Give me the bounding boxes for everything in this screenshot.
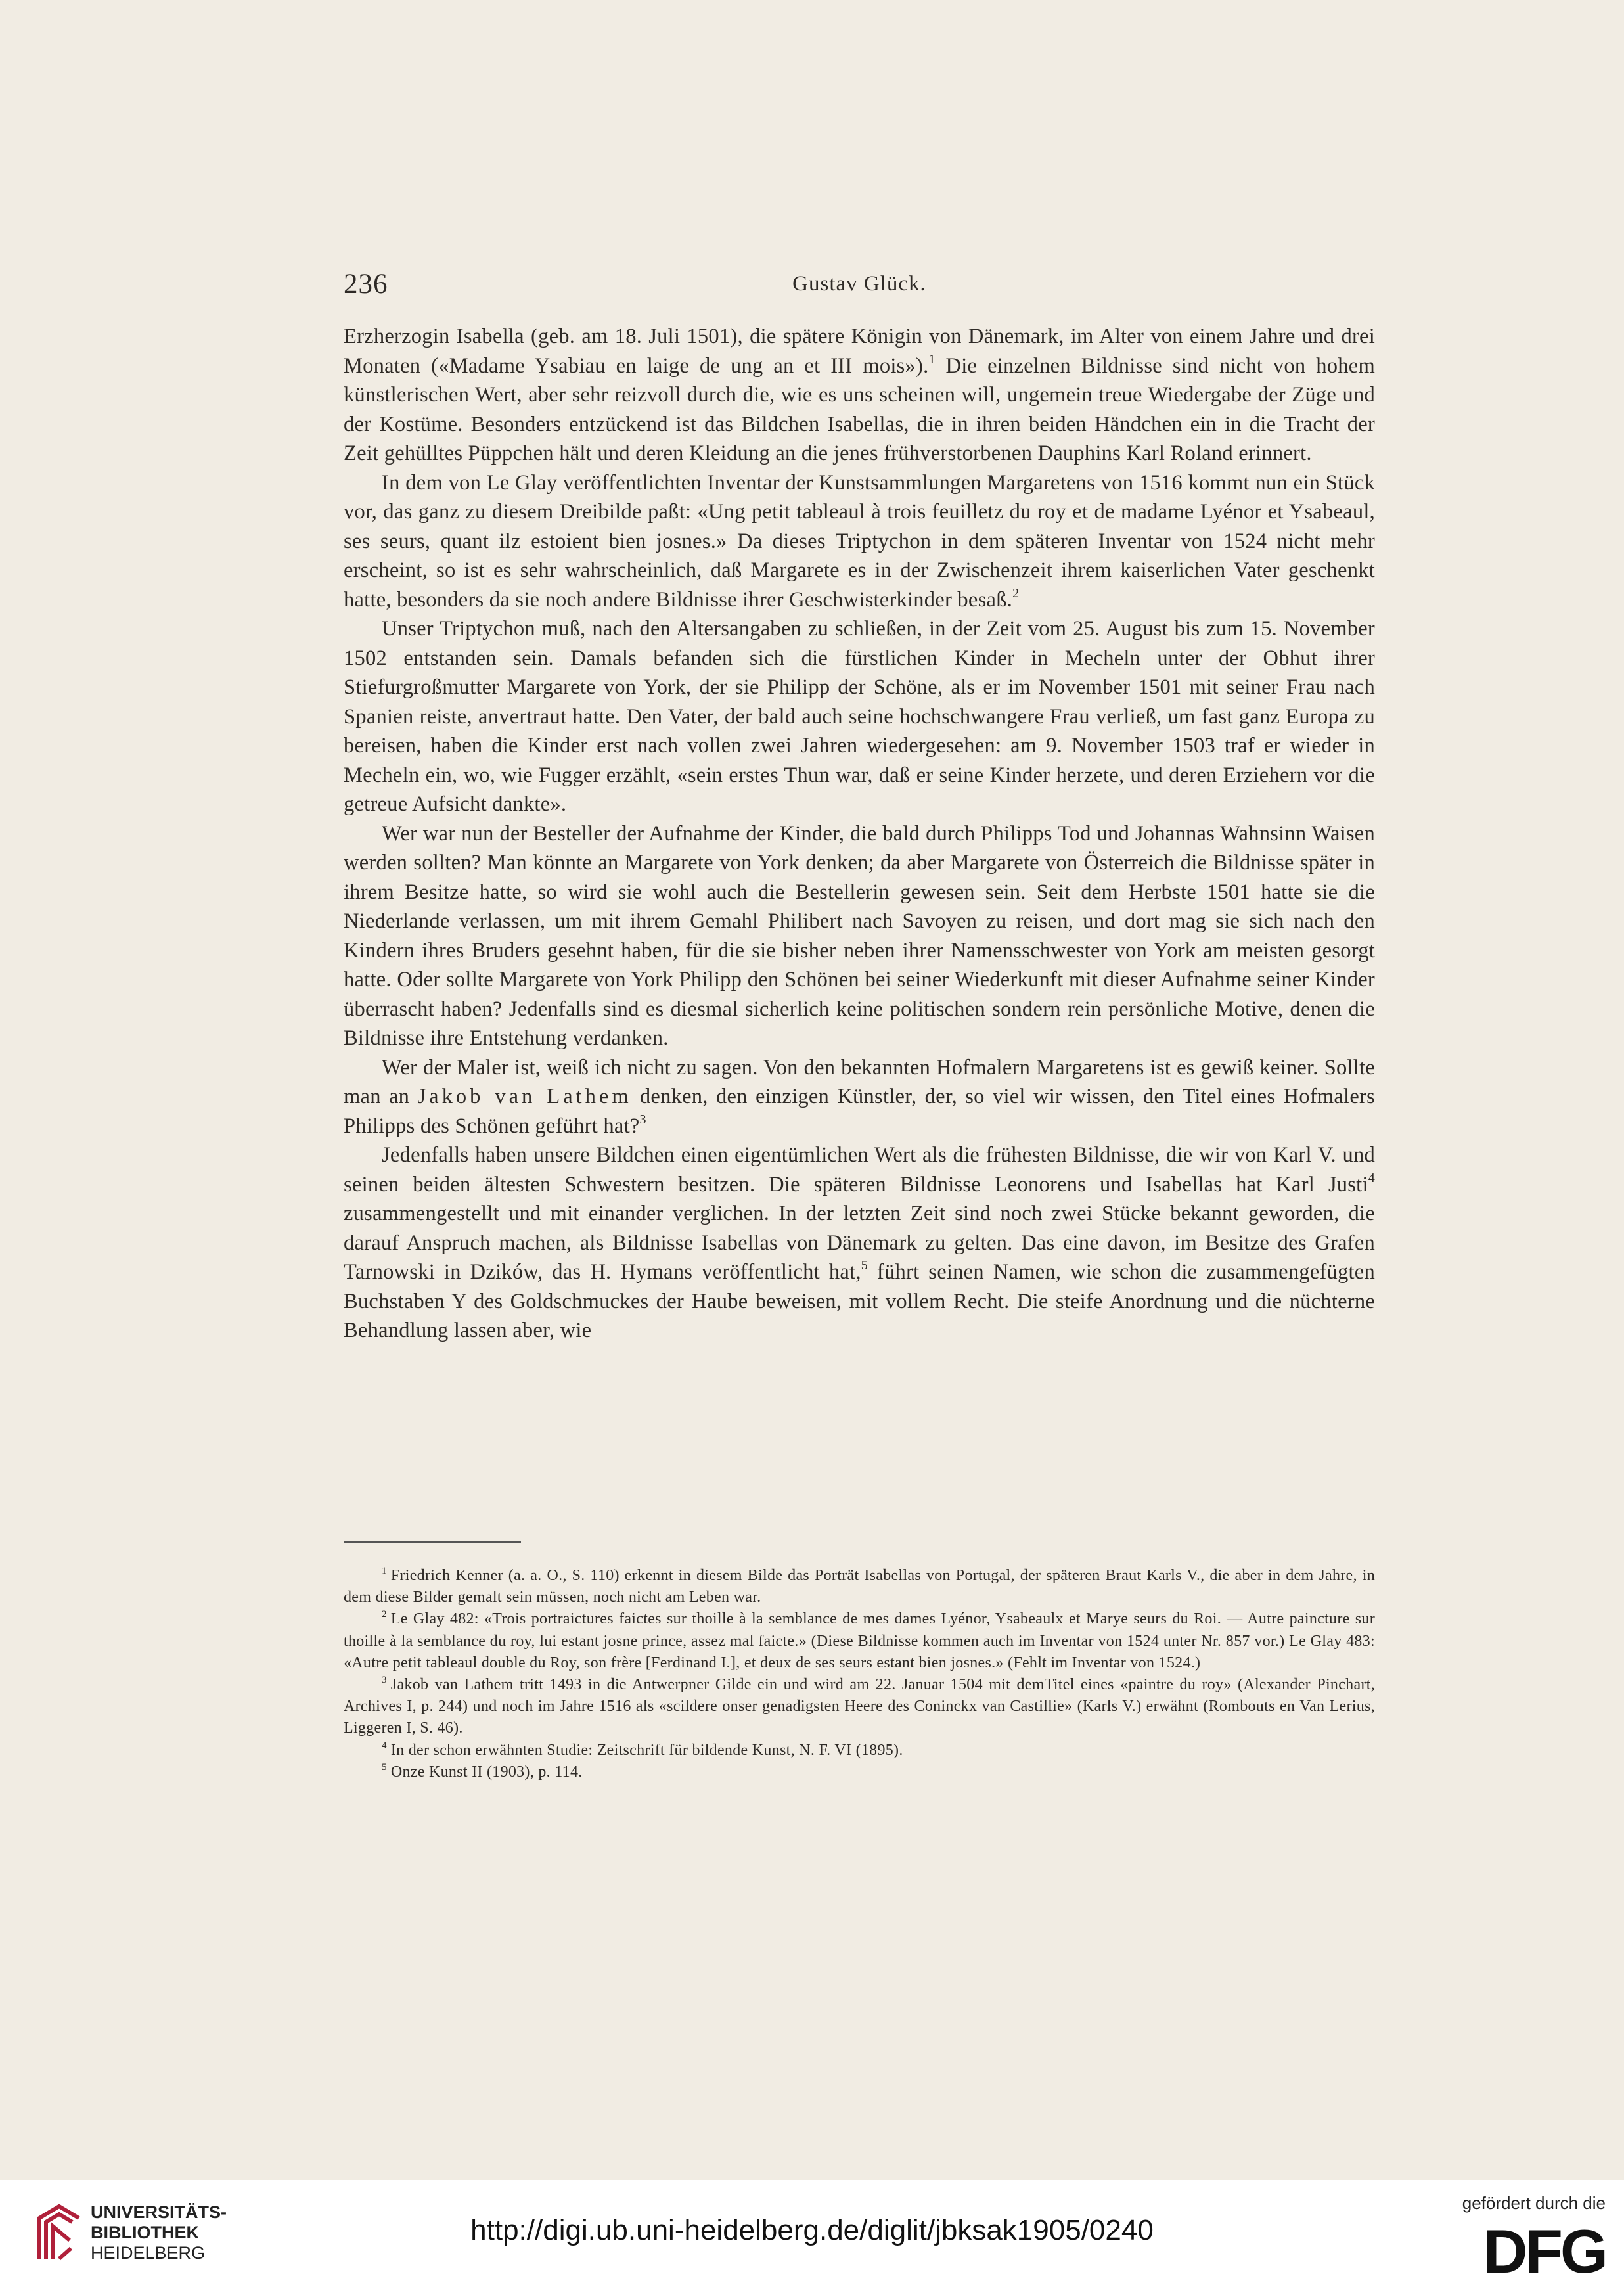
paragraph-1-text-b: Die einzelnen Bildnisse sind nicht von hohem künstlerischen Wert, aber sehr reizvoll durch die, wie es uns scheinen will, ungemein treue Wiedergabe der Züge und der Kostüme. Besonders entzückend ist das Bildchen Isabellas, die in ihren beiden Händchen ein in die Tracht der Zeit gehülltes Püppchen hält und deren Kleidung an die jenes frühverstorbenen Dauphins Karl Roland erinnert. [344,353,1375,465]
footnotes [344,1565,1375,1783]
paragraph-5 [344,1053,1375,1141]
running-head: Gustav Glück. [792,272,926,296]
funded-by-label: gefördert durch die [1462,2193,1606,2213]
footnote-mark: 1 [382,1566,387,1576]
footnote-ref-3[interactable]: 3 [639,1112,646,1127]
footnote-ref-2[interactable]: 2 [1012,585,1020,601]
paragraph-5-text-b: denken, den einzigen Künstler, der, so viel wir wissen, den Titel eines Hofmalers Philipps des Schönen geführt hat? [344,1085,1375,1138]
footnote-2 [344,1608,1375,1674]
footnote-3 [344,1674,1375,1740]
footnote-1 [344,1565,1375,1608]
footnote-mark: 4 [382,1740,387,1751]
footnote-text: Friedrich Kenner (a. a. O., S. 110) erkennt in diesem Bilde das Porträt Isabellas von Portugal, der späteren Braut Karls V., die aber in dem Jahre, in dem diese Bilder gemalt sein müssen, noch nicht am Leben war. [344,1567,1375,1606]
footnote-5 [344,1761,1375,1783]
funder-block [1428,2193,1606,2278]
footnote-mark: 5 [382,1761,387,1773]
paragraph-5-text-a: Wer der Maler ist, weiß ich nicht zu sagen. Von den bekannten Hofmalern Margaretens ist es gewiß keiner. Sollte man an [344,1055,1375,1108]
paragraph-6-text-a: Jedenfalls haben unsere Bildchen einen eigentümlichen Wert als die frühesten Bildnisse, die wir von Karl V. und seinen beiden ältesten Schwestern besitzen. Die späteren Bildnisse Leonorens und Isabellas hat Karl Justi [344,1143,1375,1196]
paragraph-2-text: In dem von Le Glay veröffentlichten Inventar der Kunstsammlungen Margaretens von 1516 kommt nun ein Stück vor, das ganz zu diesem Dreibilde paßt: «Ung petit tableaul à trois feuilletz du roy et de madame Lyénor et Ysabeaul, ses seurs, quant ilz estoient bien josnes.» Da dieses Triptychon in dem späteren Inventar von 1524 nicht mehr erscheint, so ist es sehr wahrscheinlich, daß Margarete es in der Zwischenzeit ihrem kaiserlichen Vater geschenkt hatte, besonders da sie noch andere Bildnisse ihrer Geschwisterkinder besaß. [344,470,1375,612]
library-name-line-2: BIBLIOTHEK [91,2223,199,2242]
footnote-text: Jakob van Lathem tritt 1493 in die Antwerpner Gilde ein und wird am 22. Januar 1504 mit demTitel eines «paintre du roy» (Alexander Pinchart, Archives I, p. 244) und noch im Jahre 1516 als «scildere onser genadigsten Heere des Coninckx van Castillie» (Karls V.) erwähnt (Rombouts en Van Lerius, Liggeren I, S. 46). [344,1676,1375,1737]
paragraph-4: Wer war nun der Besteller der Aufnahme der Kinder, die bald durch Philipps Tod und Johannas Wahnsinn Waisen werden sollten? Man könnte an Margarete von York denken; da aber Margarete von Österreich die Bildnisse später in ihrem Besitze hatte, so wird sie wohl auch die Bestellerin gewesen sein. Seit dem Herbste 1501 hatte sie die Niederlande verlassen, um mit ihrem Gemahl Philibert nach Savoyen zu reisen, und dort mag sie sich nach den Kindern ihres Bruders gesehnt haben, für die sie bisher neben ihrer Namensschwester von York am meisten gesorgt hatte. Oder sollte Margarete von York Philipp den Schönen bei seiner Wiederkunft mit dieser Aufnahme seiner Kinder überrascht haben? Jedenfalls sind es diesmal sicherlich keine politischen sondern rein persönliche Motive, denen die Bildnisse ihre Entstehung verdanken. [344,821,1375,1050]
footnote-text: Le Glay 482: «Trois portraictures faictes sur thoille à la semblance de mes dames Lyénor, Ysabeaulx et Marye seurs du Roi. — Autre paincture sur thoille à la semblance du roy, lui estant josne prince, assez mal faicte.» (Diese Bildnisse kommen auch im Inventar von 1524 unter Nr. 857 vor.) Le Glay 483: «Autre petit tableaul double du Roy, son frère [Ferdinand I.], et deux de ses seurs estant bien josnes.» (Fehlt im Inventar von 1524.) [344,1610,1375,1671]
footnote-ref-5[interactable]: 5 [861,1258,868,1273]
footnote-text: Onze Kunst II (1903), p. 114. [390,1763,583,1781]
footnote-ref-4[interactable]: 4 [1368,1170,1375,1185]
footnote-mark: 3 [382,1675,387,1686]
paragraph-6-text-c: führt seinen Namen, wie schon die zusammengefügten Buchstaben Y des Goldschmuckes der Haube beweisen, mit vollem Recht. Die steife Anordnung und die nüchterne Behandlung lassen aber, wie [344,1260,1375,1342]
paragraph-1 [344,322,1375,468]
paragraph-3: Unser Triptychon muß, nach den Altersangaben zu schließen, in der Zeit vom 25. August bis zum 15. November 1502 entstanden sein. Damals befanden sich die fürstlichen Kinder in Mecheln unter der Obhut ihrer Stiefurgroßmutter Margarete von York, der sie Philipp der Schöne, als er im November 1501 mit seiner Frau nach Spanien reiste, anvertraut hatte. Den Vater, der bald auch seine hochschwangere Frau verließ, um fast ganz Europa zu bereisen, haben die Kinder erst nach vollen zwei Jahren wiedergesehen: am 9. November 1503 traf er wieder in Mecheln ein, wo, wie Fugger erzählt, «sein erstes Thun war, daß er seine Kinder herzete, und deren Erziehern vor die getreue Aufsicht dankte». [344,617,1375,816]
paragraph-2 [344,468,1375,615]
page-header [344,268,1375,307]
footnote-divider [344,1541,521,1543]
dfg-logo-text: DFG [1483,2221,1606,2278]
footnote-mark: 2 [382,1609,387,1620]
paragraph-6-text-b: zusammengestellt und mit einander verglichen. In der letzten Zeit sind noch zwei Stücke bekannt geworden, die darauf Anspruch machen, als Bildnisse Isabellas von Dänemark zu gelten. Das eine davon, im Besitze des Grafen Tarnowski in Dzików, das H. Hymans veröffentlicht hat, [344,1202,1375,1284]
document-url-link[interactable]: http://digi.ub.uni-heidelberg.de/diglit/jbksak1905/0240 [470,2214,1154,2246]
library-name-line-1: UNIVERSITÄTS- [91,2202,227,2222]
footnote-ref-1[interactable]: 1 [928,352,936,367]
paragraph-1-text-a: Erzherzogin Isabella (geb. am 18. Juli 1501), die spätere Königin von Dänemark, im Alter von einem Jahre und drei Monaten («Madame Ysabiau en laige de ung an et III mois»). [344,325,1375,378]
paragraph-6 [344,1141,1375,1346]
library-name-line-3: HEIDELBERG [91,2243,206,2263]
footnote-4 [344,1740,1375,1761]
footer-bar [0,2180,1624,2291]
dfg-logo-icon[interactable] [1455,2221,1606,2278]
body-text [344,322,1375,1346]
footnote-text: In der schon erwähnten Studie: Zeitschrift für bildende Kunst, N. F. VI (1895). [390,1741,903,1759]
painter-name: Jakob van Lathem [417,1085,632,1108]
page-number: 236 [344,269,388,300]
